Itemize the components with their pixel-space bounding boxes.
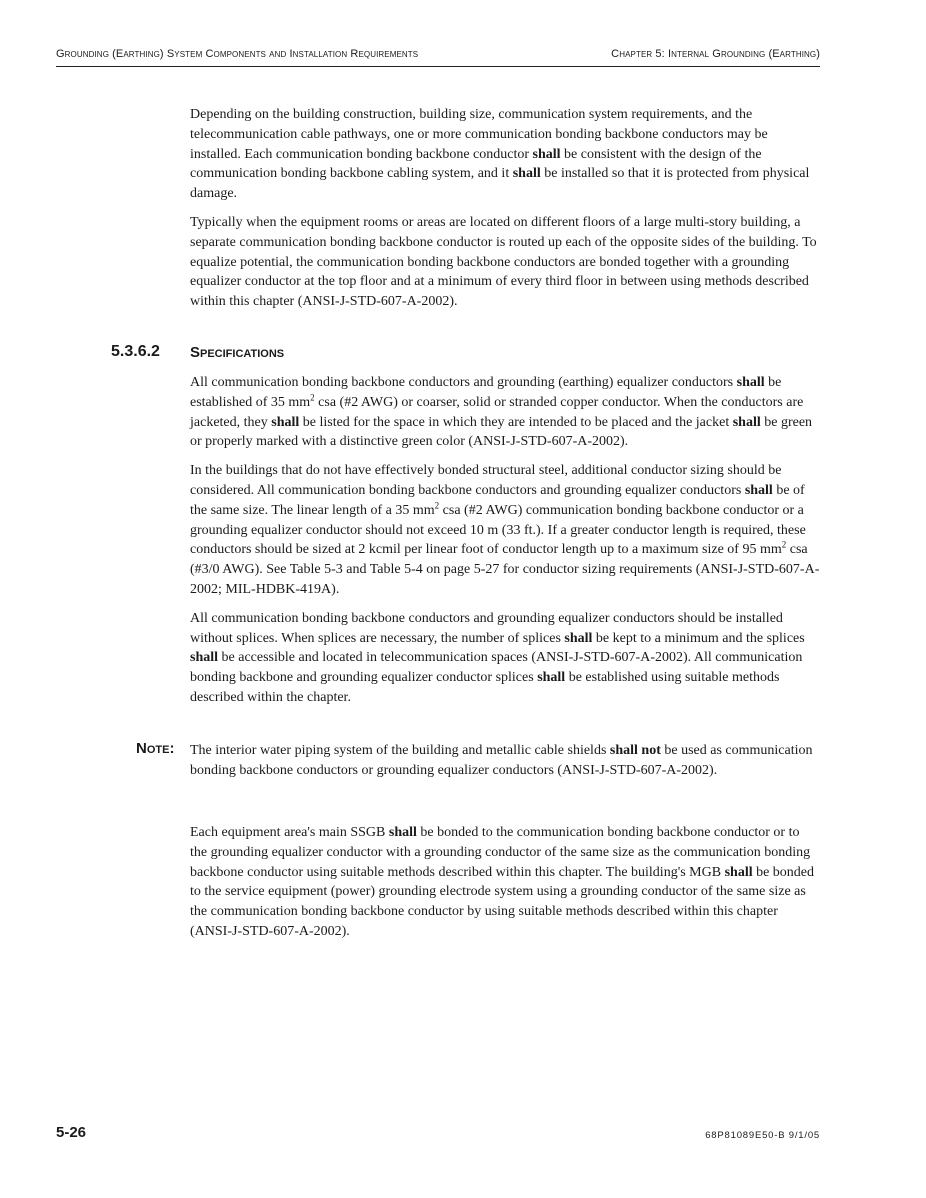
spec-paragraph-2: In the buildings that do not have effectively bonded structural steel, additional conductor sizing should be considered. All communication bonding backbone conductors and grounding equalizer conductors shall be of the same size. The linear length of a 35 $mm^2$ csa (#2 AWG) communication bonding backbone conductor or a grounding equalizer conductor should not exceed 10 m (33 ft.). If a greater conductor length is required, these conductors should be sized at 2 kcmil per linear foot of conductor length up to a maximum size of 95 $mm^2$ csa (#3/0 AWG). See Table 5-3 and Table 5-4 on page 5-27 for conductor sizing requirements (ANSI-J-STD-607-A-2002; MIL-HDBK-419A). xyxy=(190,463,820,597)
specifications-block xyxy=(190,373,820,708)
spec-paragraph-1: All communication bonding backbone conductors and grounding (earthing) equalizer conductors shall be established of 35 $mm^2$ csa (#2 AWG) or coarser, solid or stranded copper conductor. When the conductors are jacketed, they shall be listed for the space in which they are intended to be placed and the jacket shall be green or properly marked with a distinctive green color (ANSI-J-STD-607-A-2002). xyxy=(190,375,813,450)
note-block xyxy=(190,741,820,781)
intro-paragraph-2: Typically when the equipment rooms or areas are located on different floors of a large multi-story building, a separate communication bonding backbone conductor is routed up each of the opposite sides of the building. To equalize potential, the communication bonding backbone conductors are bonded together with a grounding equalizer conductor at the top floor and at a minimum of every third floor in between using methods described within this chapter (ANSI-J-STD-607-A-2002). xyxy=(190,214,817,310)
note-paragraph: The interior water piping system of the building and metallic cable shields shall not be used as communication bonding backbone conductors or grounding equalizer conductors (ANSI-J-STD-607-A-2002). xyxy=(190,743,813,778)
running-header-left: Grounding (Earthing) System Components and Installation Requirements xyxy=(56,48,419,60)
closing-paragraph: Each equipment area's main SSGB shall be bonded to the communication bonding backbone conductor or to the grounding equalizer conductor with a grounding conductor of the same size as the communication bonding backbone conductor using suitable methods described within this chapter. The building's MGB shall be bonded to the service equipment (power) grounding electrode system using a grounding conductor of the same size as the communication bonding backbone conductor by using suitable methods described within this chapter (ANSI-J-STD-607-A-2002). xyxy=(190,825,815,939)
note-label: Note: xyxy=(136,740,175,757)
intro-paragraph-1: Depending on the building construction, building size, communication system requirements, and the telecommunication cable pathways, one or more communication bonding backbone conductors may be installed. Each communication bonding backbone conductor shall be consistent with the design of the communication bonding backbone cabling system, and it shall be installed so that it is protected from physical damage. xyxy=(190,107,810,202)
page-number: 5-26 xyxy=(56,1124,87,1141)
running-header-right: Chapter 5: Internal Grounding (Earthing) xyxy=(611,48,820,60)
intro-block xyxy=(190,105,820,312)
section-number: 5.3.6.2 xyxy=(111,343,160,360)
section-title: Specifications xyxy=(190,344,285,361)
spec-paragraph-3: All communication bonding backbone conductors and grounding equalizer conductors should be installed without splices. When splices are necessary, the number of splices shall be kept to a minimum and the splices shall be accessible and located in telecommunication spaces (ANSI-J-STD-607-A-2002). All communication bonding backbone and grounding equalizer conductor splices shall be established using suitable methods described within the chapter. xyxy=(190,610,805,705)
document-id: 68P81089E50-B 9/1/05 xyxy=(705,1130,820,1141)
closing-block xyxy=(190,823,820,942)
header-rule xyxy=(56,66,820,67)
